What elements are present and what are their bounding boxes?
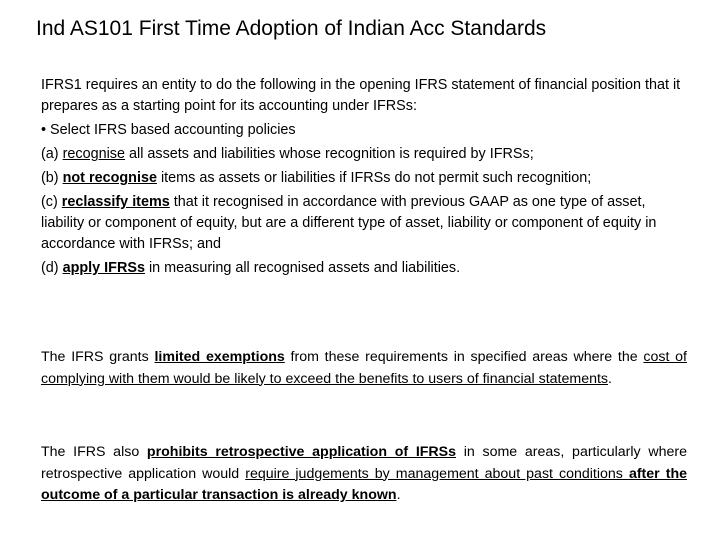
intro-text: IFRS1 requires an entity to do the following in the opening IFRS statement of financial position that it prepares as a starting point for its accounting under IFRSs: (41, 77, 681, 114)
para2-underlined: cost of complying with them would be likely to exceed the benefits to users of financial statements (41, 349, 687, 387)
para3-text-1: The IFRS also (41, 444, 147, 460)
item-d-emphasis: apply IFRSs (62, 260, 145, 276)
item-d-prefix: (d) (41, 260, 63, 276)
item-a-text: all assets and liabilities whose recognition is required by IFRSs; (125, 146, 534, 162)
para2-end: . (608, 370, 612, 387)
requirements-block (41, 75, 691, 282)
item-c-emphasis: reclassify items (61, 194, 170, 210)
item-a-prefix: (a) (41, 146, 63, 162)
bullet-select-policies: • Select IFRS based accounting policies (41, 122, 296, 138)
item-d-text: in measuring all recognised assets and liabilities. (144, 260, 461, 276)
item-c-prefix: (c) (41, 194, 62, 210)
item-b-prefix: (b) (41, 170, 63, 186)
para2-text-1: The IFRS grants (41, 349, 155, 365)
para2-text-2: from these requirements in specified areas where the (284, 349, 644, 365)
para3-emphasis: prohibits retrospective application of IFRSs (146, 444, 457, 460)
item-c-text: that it recognised in accordance with previous GAAP as one type of asset, liability or component of equity, but are a different type of asset, liability or component of equity in accordance with IFRSs; and (41, 194, 657, 252)
para3-end: . (396, 487, 401, 503)
item-d (41, 258, 691, 279)
para3-underlined-1: require judgements by management about past conditions (245, 465, 629, 482)
item-b (41, 168, 691, 189)
para3-underlined-2: after the outcome of a particular transaction is already known (41, 465, 687, 503)
prohibitions-paragraph (41, 442, 687, 507)
item-b-emphasis: not recognise (62, 170, 157, 186)
item-a (41, 144, 691, 165)
para3-text-2: in some areas, particularly where retrospective application would (41, 444, 687, 482)
item-a-emphasis: recognise (62, 146, 125, 162)
exemptions-paragraph (41, 347, 687, 390)
item-c (41, 192, 691, 255)
para2-emphasis: limited exemptions (154, 349, 285, 365)
item-b-text: items as assets or liabilities if IFRSs do not permit such recognition; (156, 170, 592, 186)
slide-title: Ind AS101 First Time Adoption of Indian Acc Standards (36, 17, 547, 40)
